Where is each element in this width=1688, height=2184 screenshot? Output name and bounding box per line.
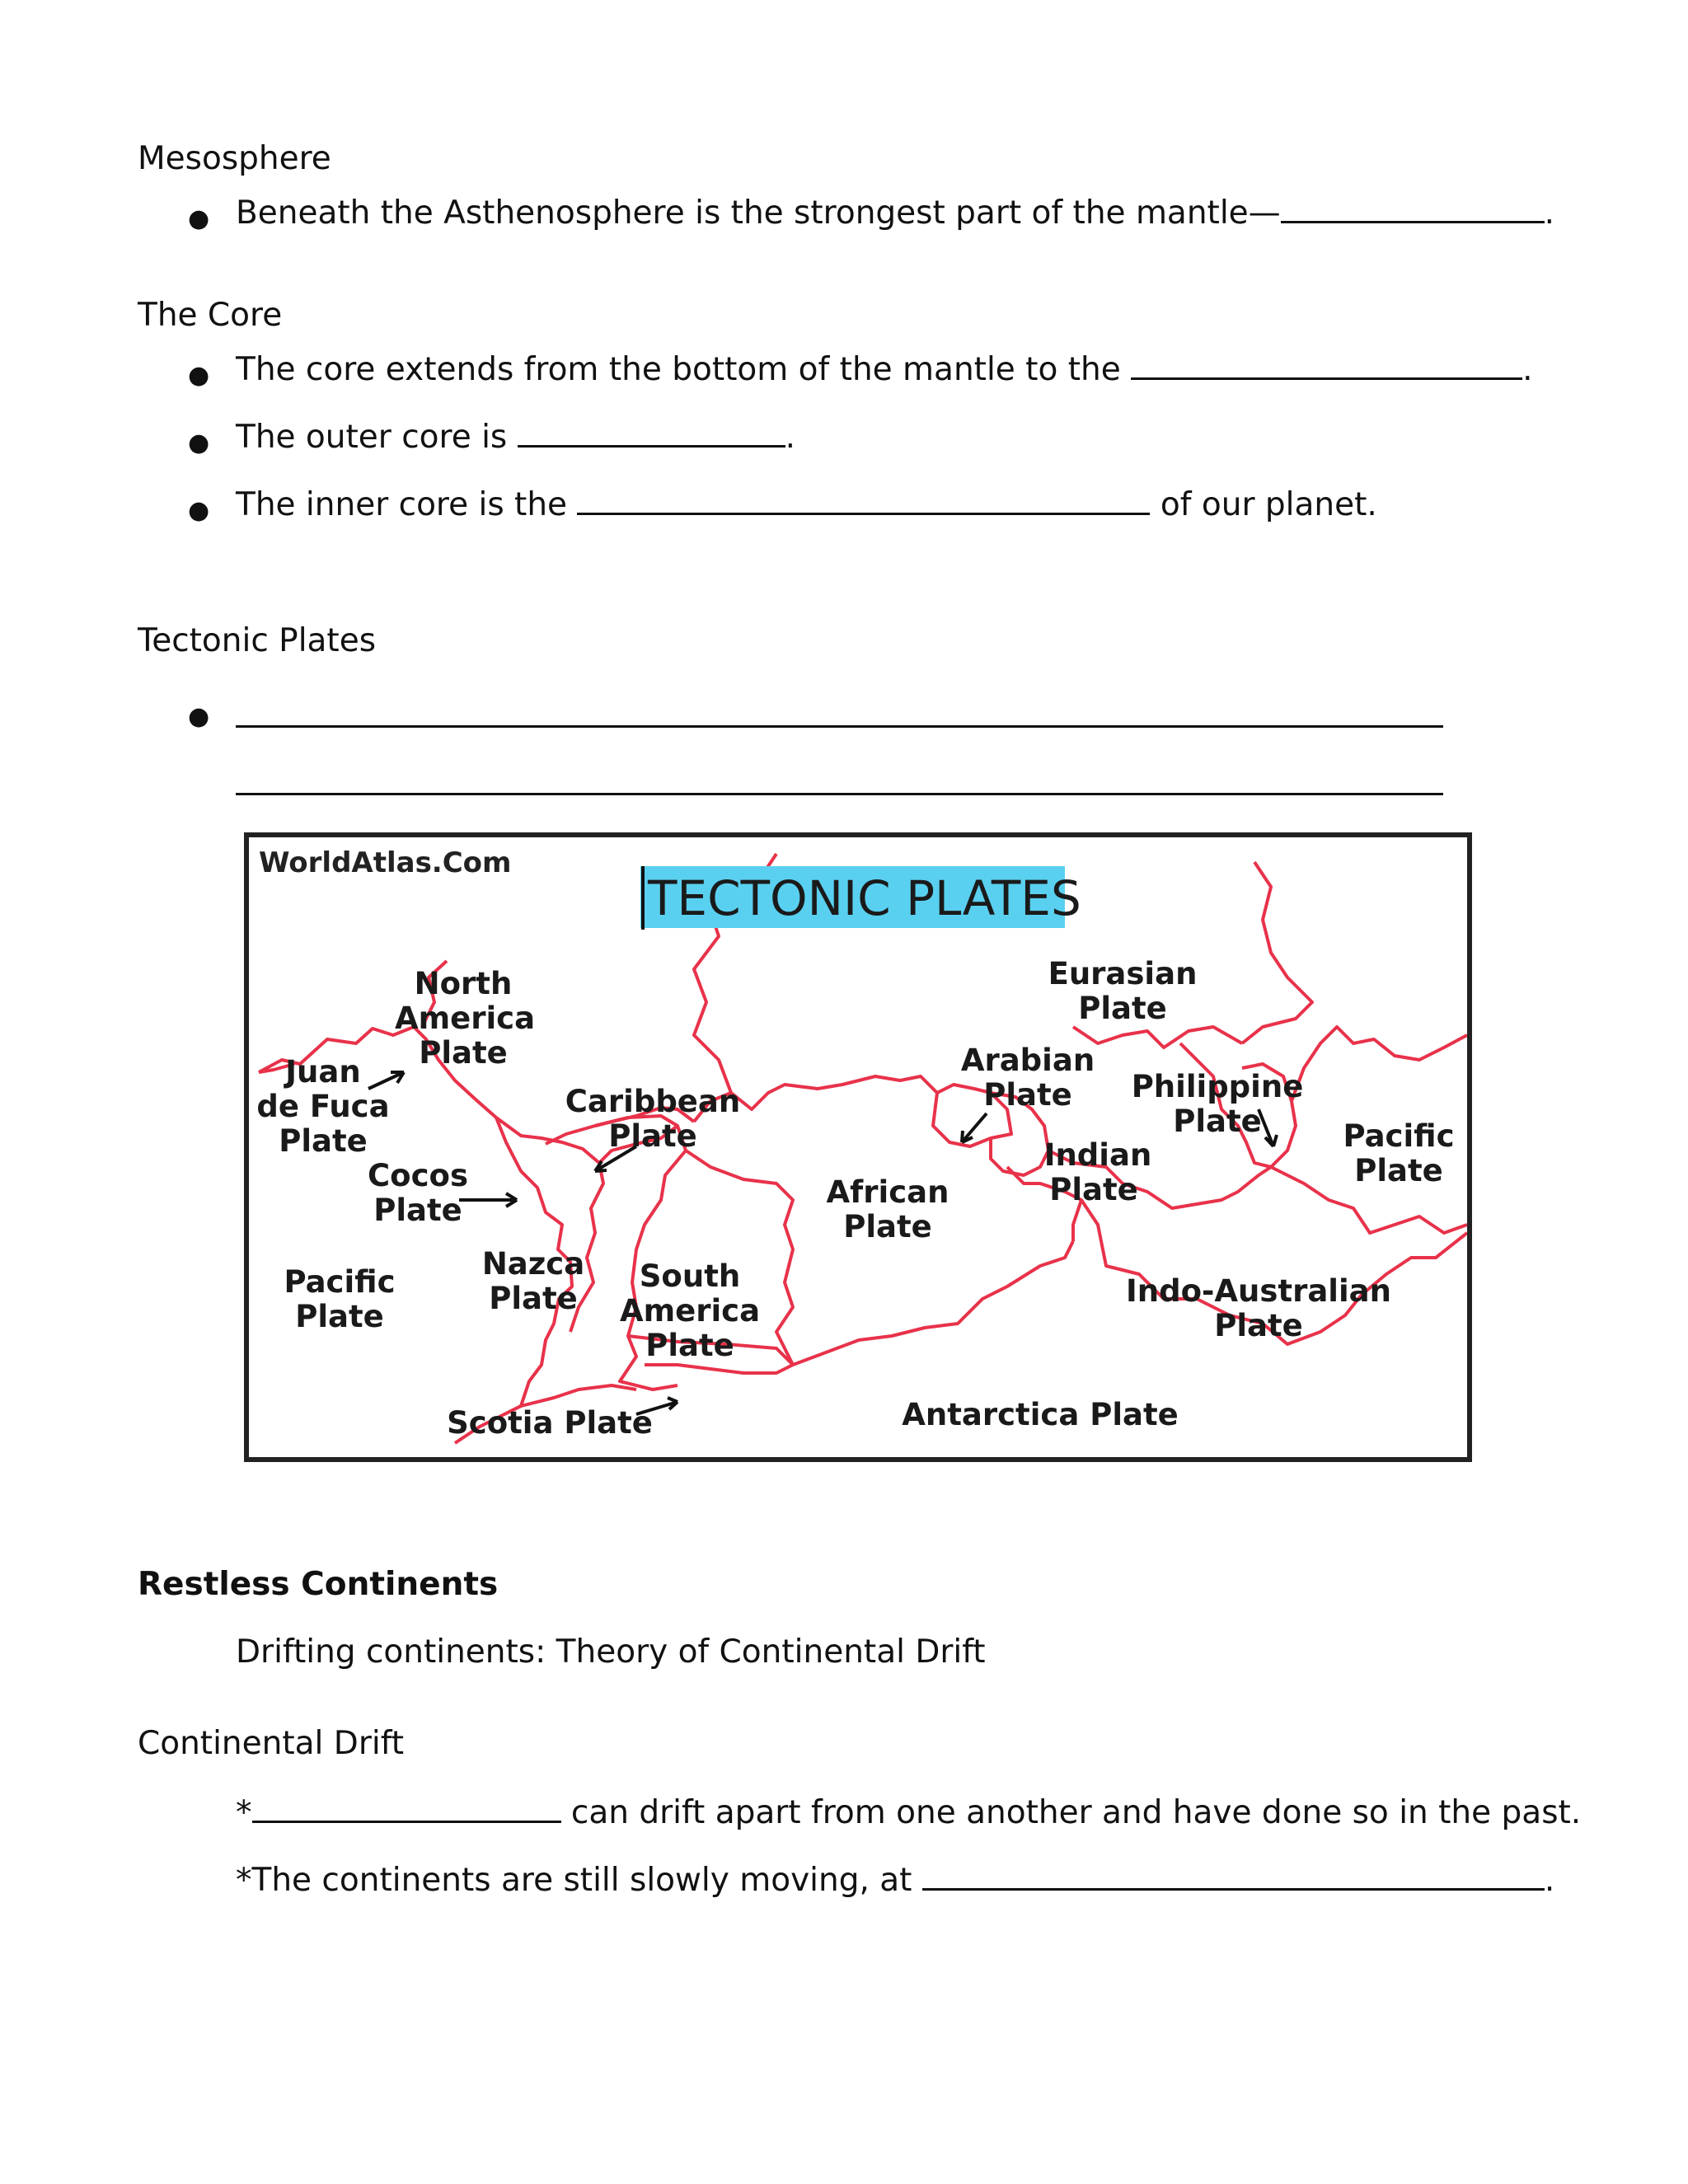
- restless-sub: Drifting continents: Theory of Continental Drift: [236, 1633, 986, 1671]
- arrow-cocos: [459, 1193, 517, 1207]
- mesosphere-heading: Mesosphere: [138, 140, 331, 177]
- label-eurasian-1: Eurasian: [1048, 956, 1198, 991]
- label-indo-australian-2: Plate: [1214, 1308, 1303, 1343]
- bullet-dot: ●: [188, 496, 210, 525]
- core-bullet-2: The outer core is .: [236, 419, 796, 456]
- plate-boundaries: [259, 854, 1467, 1443]
- boundary-pacific-right: [1292, 1027, 1467, 1101]
- arrow-juan: [368, 1072, 404, 1089]
- mesosphere-bullet: Beneath the Asthenosphere is the strongest part of the mantle— .: [236, 194, 1555, 232]
- core-blank-3[interactable]: [577, 485, 1150, 515]
- core-blank-2[interactable]: [518, 417, 785, 448]
- restless-heading: Restless Continents: [138, 1566, 499, 1603]
- label-african-2: Plate: [843, 1209, 932, 1244]
- label-nazca-2: Plate: [489, 1281, 578, 1316]
- label-indian-2: Plate: [1049, 1172, 1138, 1207]
- tectonic-plates-map: [244, 832, 1472, 1462]
- arrow-arabian: [962, 1113, 987, 1142]
- drift-blank-1[interactable]: [252, 1793, 561, 1823]
- label-indo-australian-1: Indo-Australian: [1126, 1273, 1391, 1309]
- label-arabian-2: Plate: [983, 1077, 1072, 1113]
- tectonic-heading: Tectonic Plates: [138, 622, 377, 659]
- drift-line-1-text: can drift apart from one another and have done so in the past.: [570, 1794, 1582, 1831]
- label-north-america-2: America: [394, 1001, 536, 1036]
- label-south-america-2: America: [619, 1293, 761, 1329]
- core-bullet-3-text: The inner core is the: [236, 486, 568, 523]
- tectonic-blank-line-2[interactable]: [236, 793, 1443, 795]
- label-pacific-left-2: Plate: [295, 1299, 384, 1334]
- label-north-america-3: Plate: [419, 1035, 508, 1071]
- bullet-dot: ●: [188, 702, 210, 731]
- label-pacific-left-1: Pacific: [284, 1264, 396, 1300]
- core-bullet-2-text: The outer core is: [236, 419, 508, 456]
- label-caribbean-2: Plate: [608, 1118, 697, 1154]
- drift-heading: Continental Drift: [138, 1725, 405, 1762]
- core-bullet-3-end: of our planet.: [1160, 486, 1377, 523]
- drift-blank-2[interactable]: [922, 1860, 1545, 1891]
- mesosphere-blank[interactable]: [1281, 193, 1545, 223]
- label-philippine-1: Philippine: [1131, 1069, 1304, 1104]
- label-juan-2: de Fuca: [256, 1089, 390, 1124]
- core-bullet-1: The core extends from the bottom of the mantle to the .: [236, 351, 1533, 388]
- label-cocos-1: Cocos: [368, 1158, 468, 1193]
- label-pacific-right-2: Plate: [1354, 1153, 1443, 1188]
- mesosphere-bullet-text: Beneath the Asthenosphere is the strongest part of the mantle—: [236, 194, 1281, 232]
- plate-labels: [256, 956, 1454, 1441]
- drift-line-2: *The continents are still slowly moving, at .: [236, 1862, 1555, 1899]
- drift-line-2-text: *The continents are still slowly moving, at: [236, 1862, 912, 1899]
- bullet-dot: ●: [188, 361, 210, 390]
- worldatlas-logo: WorldAtlas.Com: [259, 846, 512, 879]
- label-cocos-2: Plate: [373, 1193, 462, 1228]
- label-philippine-2: Plate: [1173, 1104, 1262, 1139]
- map-svg: [249, 837, 1467, 1457]
- label-antarctica: Antarctica Plate: [902, 1397, 1179, 1432]
- drift-line-1: [236, 1793, 1581, 1831]
- label-south-america-3: Plate: [645, 1328, 734, 1363]
- label-pacific-right-1: Pacific: [1343, 1118, 1455, 1154]
- label-juan-1: Juan: [285, 1054, 361, 1090]
- label-nazca-1: Nazca: [481, 1246, 585, 1282]
- boundary-eurasia-east: [1073, 1027, 1242, 1047]
- boundary-africa-antarctica: [793, 1241, 1073, 1365]
- label-arabian-1: Arabian: [960, 1043, 1095, 1078]
- label-indian-1: Indian: [1043, 1137, 1152, 1173]
- label-african-1: African: [826, 1174, 950, 1210]
- core-bullet-3: [236, 485, 1377, 523]
- map-title: TECTONIC PLATES: [648, 870, 1081, 926]
- label-scotia: Scotia Plate: [447, 1405, 653, 1441]
- tectonic-blank-line-1[interactable]: [236, 725, 1443, 728]
- core-bullet-1-text: The core extends from the bottom of the mantle to the: [236, 351, 1121, 388]
- bullet-dot: ●: [188, 429, 210, 457]
- label-north-america-1: North: [414, 966, 513, 1001]
- boundary-eurasia-right: [1242, 862, 1312, 1043]
- drift-line-1-star: *: [236, 1794, 252, 1831]
- label-eurasian-2: Plate: [1078, 991, 1167, 1026]
- label-juan-3: Plate: [279, 1123, 368, 1159]
- label-caribbean-1: Caribbean: [565, 1084, 741, 1119]
- bullet-dot: ●: [188, 204, 210, 233]
- core-blank-1[interactable]: [1131, 349, 1522, 380]
- label-south-america-1: South: [639, 1258, 741, 1294]
- core-heading: The Core: [138, 297, 283, 334]
